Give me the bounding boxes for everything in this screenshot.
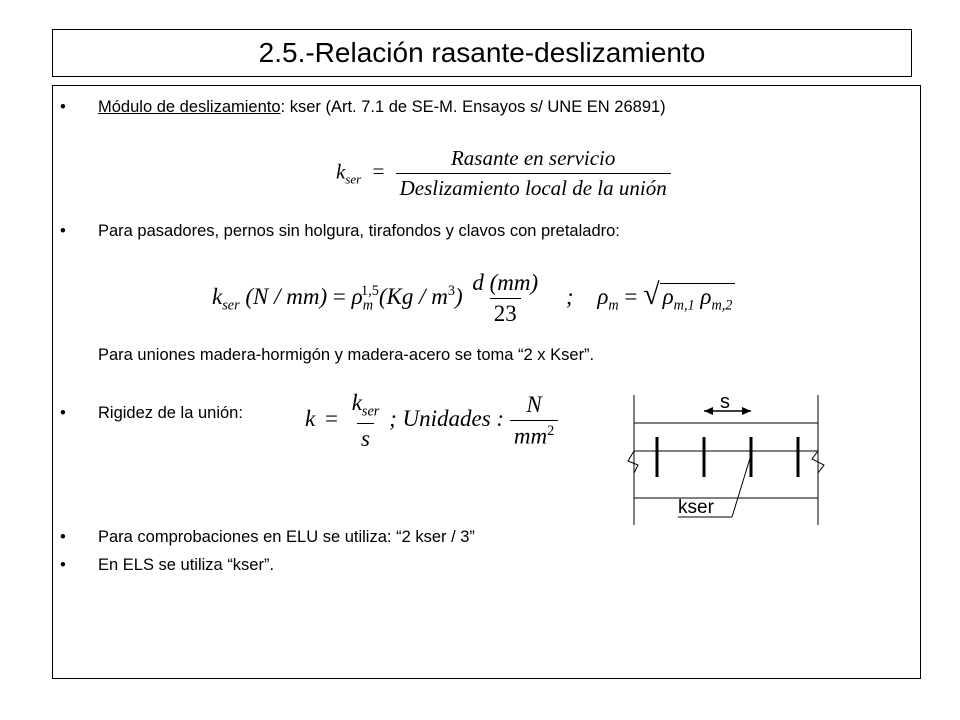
formula2-fraction: $\frac{d (mm)}{23}$ bbox=[472, 270, 539, 326]
bullet-slip-modulus bbox=[98, 98, 666, 117]
bullet-uls: Para comprobaciones en ELU se utiliza: “2 kser / 3” bbox=[98, 528, 475, 546]
kser-leader-line bbox=[732, 455, 751, 517]
bullet-sls: En ELS se utiliza “kser”. bbox=[98, 556, 275, 574]
formula1-fraction: $\frac{\text{Rasante en servicio}}{\text{Deslizamiento local de la unión}}$ bbox=[396, 146, 671, 201]
formula-kser-density: $k_{ser}$ $(N / mm) = \rho_m^{1,5}(Kg / m^3)$ $\frac{d (mm)}{23}$ ; $\rho_m$ = √ $\rho_{m,1}$ $\rho_{m,2}$ bbox=[212, 270, 735, 327]
spacing-label: s bbox=[720, 391, 730, 413]
note-concrete-steel: Para uniones madera-hormigón y madera-acero se toma “2 x Kser”. bbox=[98, 346, 595, 364]
formula3-units-fraction: $\frac{N}{mm^2}$ bbox=[510, 392, 558, 450]
slip-modulus-rest: : kser (Art. 7.1 de SE-M. Ensayos s/ UNE EN 26891) bbox=[280, 98, 666, 116]
left-break-mark bbox=[628, 451, 638, 473]
sqrt-sign: √ bbox=[643, 277, 660, 311]
bullet-dot: • bbox=[60, 222, 66, 240]
title-text: 2.5.-Relación rasante-deslizamiento bbox=[258, 37, 706, 68]
bullet-dot: • bbox=[60, 404, 66, 422]
bullet-dot: • bbox=[60, 556, 66, 574]
joint-diagram bbox=[620, 385, 835, 535]
bullet-fasteners: Para pasadores, pernos sin holgura, tirafondos y clavos con pretaladro: bbox=[98, 222, 620, 240]
kser-label: kser bbox=[678, 497, 714, 518]
formula3-fraction: $\frac{k_{ser}}{s}$ bbox=[351, 390, 380, 451]
bullet-joint-stiffness: Rigidez de la unión: bbox=[98, 404, 243, 422]
bullet-dot: • bbox=[60, 98, 66, 116]
spacing-arrow-left bbox=[704, 407, 713, 415]
slide-title bbox=[52, 29, 912, 77]
formula-kser-definition: $k_{ser}$ = $\frac{\text{Rasante en servicio}}{\text{Deslizamiento local de la unión}}$ bbox=[336, 146, 671, 201]
slip-modulus-term: Módulo de deslizamiento bbox=[98, 98, 281, 116]
spacing-arrow-right bbox=[742, 407, 751, 415]
formula-stiffness: k = $\frac{k_{ser}}{s}$ ; Unidades : $\frac{N}{mm^2}$ bbox=[305, 390, 558, 452]
bullet-dot: • bbox=[60, 528, 66, 546]
sqrt-radicand: $\rho_{m,1}$ $\rho_{m,2}$ bbox=[660, 283, 736, 309]
